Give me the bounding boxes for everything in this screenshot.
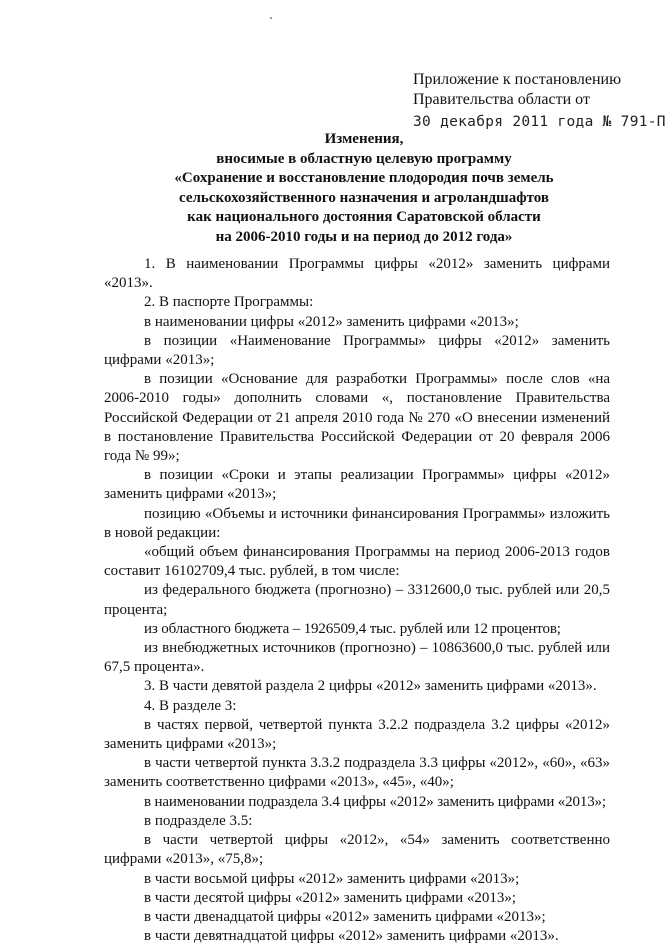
paragraph: 3. В части девятой раздела 2 цифры «2012» заменить цифрами «2013». — [144, 678, 597, 695]
paragraph: из внебюджетных источников (прогнозно) – 10863600,0 тыс. рублей или 67,5 процента». — [104, 640, 610, 676]
document-title — [100, 130, 628, 248]
title-line-6: на 2006-2010 годы и на период до 2012 года» — [215, 228, 513, 245]
paragraph: в части четвертой цифры «2012», «54» заменить соответственно цифрами «2013», «75,8»; — [104, 832, 610, 868]
document-body — [104, 255, 610, 946]
paragraph: в части двенадцатой цифры «2012» заменить цифрами «2013»; — [144, 908, 546, 925]
paragraph: в части четвертой пункта 3.3.2 подраздела 3.3 цифры «2012», «60», «63» заменить соответственно цифрами «2013», «45», «40»; — [104, 755, 610, 791]
paragraph: в частях первой, четвертой пункта 3.2.2 подраздела 3.2 цифры «2012» заменить цифрами «2013»; — [104, 716, 610, 753]
title-line-1: Изменения, — [324, 131, 404, 147]
paragraph: в позиции «Наименование Программы» цифры «2012» заменить цифрами «2013»; — [104, 332, 610, 369]
scan-speck — [270, 17, 272, 19]
paragraph: 2. В паспорте Программы: — [144, 294, 314, 311]
title-line-5: как национального достояния Саратовской области — [187, 209, 541, 226]
paragraph: 1. В наименовании Программы цифры «2012» заменить цифрами «2013». — [104, 256, 610, 292]
paragraph: из федерального бюджета (прогнозно) – 3312600,0 тыс. рублей или 20,5 процента; — [104, 582, 610, 618]
paragraph: в части десятой цифры «2012» заменить цифрами «2013»; — [144, 889, 517, 906]
paragraph: в позиции «Сроки и этапы реализации Программы» цифры «2012» заменить цифрами «2013»; — [104, 467, 610, 503]
appendix-line-2: Правительства области от — [413, 91, 590, 108]
paragraph: в подразделе 3.5: — [144, 812, 253, 829]
paragraph: в наименовании подраздела 3.4 цифры «2012» заменить цифрами «2013»; — [144, 793, 606, 810]
paragraph: из областного бюджета – 1926509,4 тыс. рублей или 12 процентов; — [144, 620, 561, 637]
date-number-stamp: 30 декабря 2011 года № 791-П — [413, 114, 666, 130]
title-line-4: сельскохозяйственного назначения и агроландшафтов — [179, 189, 549, 206]
paragraph: в части девятнадцатой цифры «2012» заменить цифрами «2013». — [144, 928, 559, 945]
paragraph: позицию «Объемы и источники финансирования Программы» изложить в новой редакции: — [104, 505, 610, 541]
appendix-line-1: Приложение к постановлению — [413, 71, 622, 88]
paragraph: «общий объем финансирования Программы на период 2006-2013 годов составит 16102709,4 тыс. рублей, в том числе: — [104, 544, 610, 580]
paragraph: в наименовании цифры «2012» заменить цифрами «2013»; — [144, 313, 519, 330]
title-line-2: вносимые в областную целевую программу — [216, 150, 512, 167]
paragraph: в позиции «Основание для разработки Программы» после слов «на 2006-2010 годы» дополнить словами «, постановление Правительства Российской Федерации от 21 апреля 2010 года № 270 «О внесении изменений в постановление Правительства Российской Федерации от 20 февраля 2006 года № 99»; — [104, 371, 610, 465]
paragraph: 4. В разделе 3: — [144, 697, 237, 714]
paragraph: в части восьмой цифры «2012» заменить цифрами «2013»; — [144, 870, 520, 887]
appendix-note — [413, 70, 666, 132]
title-line-3: «Сохранение и восстановление плодородия почв земель — [174, 170, 554, 187]
